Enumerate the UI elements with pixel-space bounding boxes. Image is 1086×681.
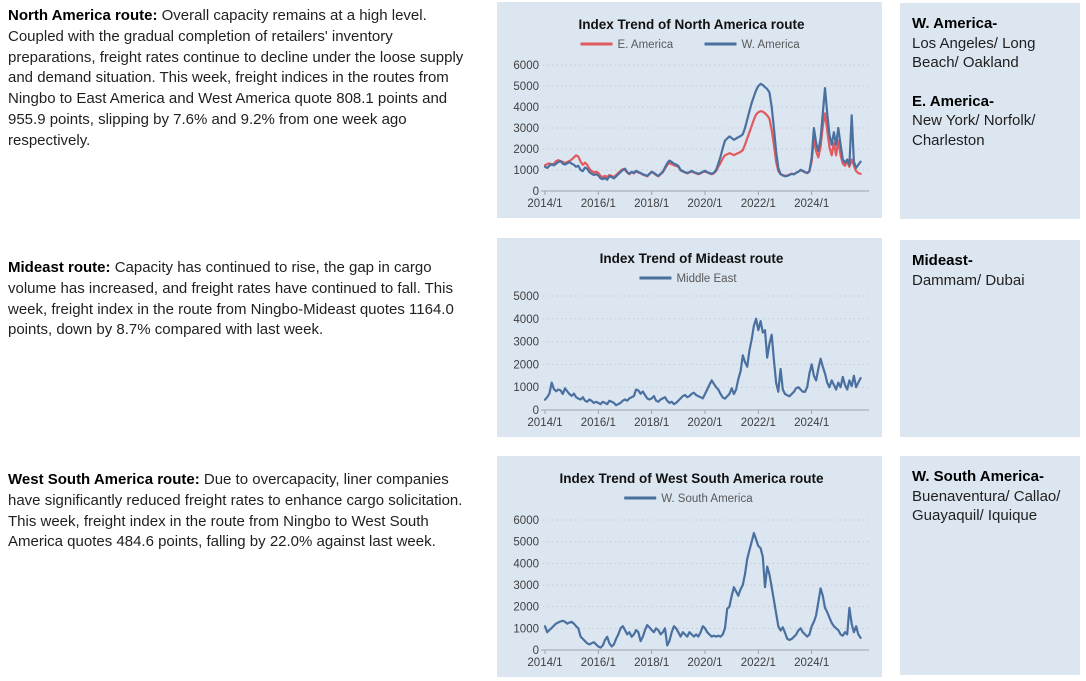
svg-text:2014/1: 2014/1 [527,417,563,429]
svg-text:Index Trend of North America r: Index Trend of North America route [578,17,805,32]
svg-text:3000: 3000 [513,123,539,135]
svg-text:3000: 3000 [513,336,539,349]
north-america-ports-box [900,3,1080,219]
svg-text:Index Trend of West South Amer: Index Trend of West South America route [559,471,824,486]
port-group-body: Dammam/ Dubai [912,271,1025,289]
commentary-lead: Mideast route: [8,259,111,276]
svg-text:2022/1: 2022/1 [740,657,776,669]
svg-text:0: 0 [532,645,539,657]
west-south-america-chart-panel [497,456,882,677]
index-trend-chart-north-america [497,2,882,218]
port-group-body: New York/ Norfolk/ Charleston [912,112,1036,149]
commentary-lead: West South America route: [8,471,200,488]
svg-text:6000: 6000 [513,515,539,527]
svg-text:5000: 5000 [513,81,539,93]
svg-text:2000: 2000 [513,144,539,156]
port-group [912,14,1068,73]
commentary-lead: North America route: [8,7,158,24]
port-group-title: W. South America- [912,468,1044,485]
port-group [912,467,1068,526]
svg-text:1000: 1000 [513,382,539,395]
mideast-ports-box [900,240,1080,437]
west-south-america-ports-box [900,456,1080,675]
svg-text:W. America: W. America [741,39,800,51]
svg-text:1000: 1000 [513,165,539,177]
svg-text:2020/1: 2020/1 [687,657,723,669]
svg-text:2020/1: 2020/1 [687,198,723,210]
svg-text:2022/1: 2022/1 [740,417,776,429]
svg-text:2014/1: 2014/1 [527,657,563,669]
svg-text:0: 0 [532,186,539,198]
svg-text:4000: 4000 [513,558,539,571]
port-group-title: Mideast- [912,252,973,269]
index-trend-chart-mideast [497,238,882,437]
svg-text:4000: 4000 [513,102,539,114]
port-group [912,251,1068,290]
commentary-body: Overall capacity remains at a high level. Coupled with the gradual completion of retailers' inventory preparations, freight rates continue to decline under the loose supply and demand situation. This week, freight indices in the routes from Ningbo to East America and West America quote 808.1 points and 955.9 points, slipping by 7.6% and 9.2% from one week ago respectively. [8,7,464,149]
port-group [912,92,1068,151]
svg-text:3000: 3000 [513,580,539,592]
svg-text:5000: 5000 [513,291,539,303]
svg-text:W. South America: W. South America [661,493,753,505]
svg-text:2000: 2000 [513,359,539,372]
svg-text:E. America: E. America [617,39,674,51]
port-group-title: E. America- [912,92,994,110]
svg-text:5000: 5000 [513,536,539,549]
commentary-body: Capacity has continued to rise, the gap in cargo volume has increased, and freight rates have continued to fall. This week, freight index in the route from Ningbo-Mideast quotes 1164.0 points, down by 8.7% compared with last week. [8,259,454,339]
svg-text:2018/1: 2018/1 [634,198,670,210]
svg-text:Middle East: Middle East [676,273,737,285]
svg-text:2018/1: 2018/1 [634,417,670,429]
index-trend-chart-west-south-america [497,456,882,677]
mideast-chart-panel [497,238,882,437]
svg-text:2014/1: 2014/1 [527,198,563,210]
north-america-chart-panel [497,2,882,218]
svg-text:2016/1: 2016/1 [580,657,616,669]
svg-text:1000: 1000 [513,623,539,636]
port-group-title: W. America- [912,15,998,32]
svg-text:2018/1: 2018/1 [634,657,670,669]
svg-text:6000: 6000 [513,60,539,72]
svg-text:2000: 2000 [513,601,539,614]
west-south-america-commentary [8,470,482,553]
port-group-body: Los Angeles/ Long Beach/ Oakland [912,34,1036,71]
svg-text:2020/1: 2020/1 [687,417,723,429]
mideast-commentary [8,258,476,341]
commentary-body: Due to overcapacity, liner companies have significantly reduced freight rates to enhance cargo solicitation. This week, freight index in the route from Ningbo to West South America quotes 484.6 points, falling by 22.0% against last week. [8,471,463,551]
port-group-body: Buenaventura/ Callao/ Guayaquil/ Iquique [912,487,1061,524]
north-america-commentary [8,6,476,152]
svg-text:2016/1: 2016/1 [580,198,616,210]
svg-text:2024/1: 2024/1 [794,417,830,429]
svg-text:4000: 4000 [513,313,539,326]
svg-text:2016/1: 2016/1 [580,417,616,429]
svg-text:2024/1: 2024/1 [794,657,830,669]
svg-text:Index Trend of Mideast route: Index Trend of Mideast route [599,251,784,266]
svg-text:2022/1: 2022/1 [740,198,776,210]
svg-text:2024/1: 2024/1 [794,198,830,210]
svg-text:0: 0 [532,405,539,417]
